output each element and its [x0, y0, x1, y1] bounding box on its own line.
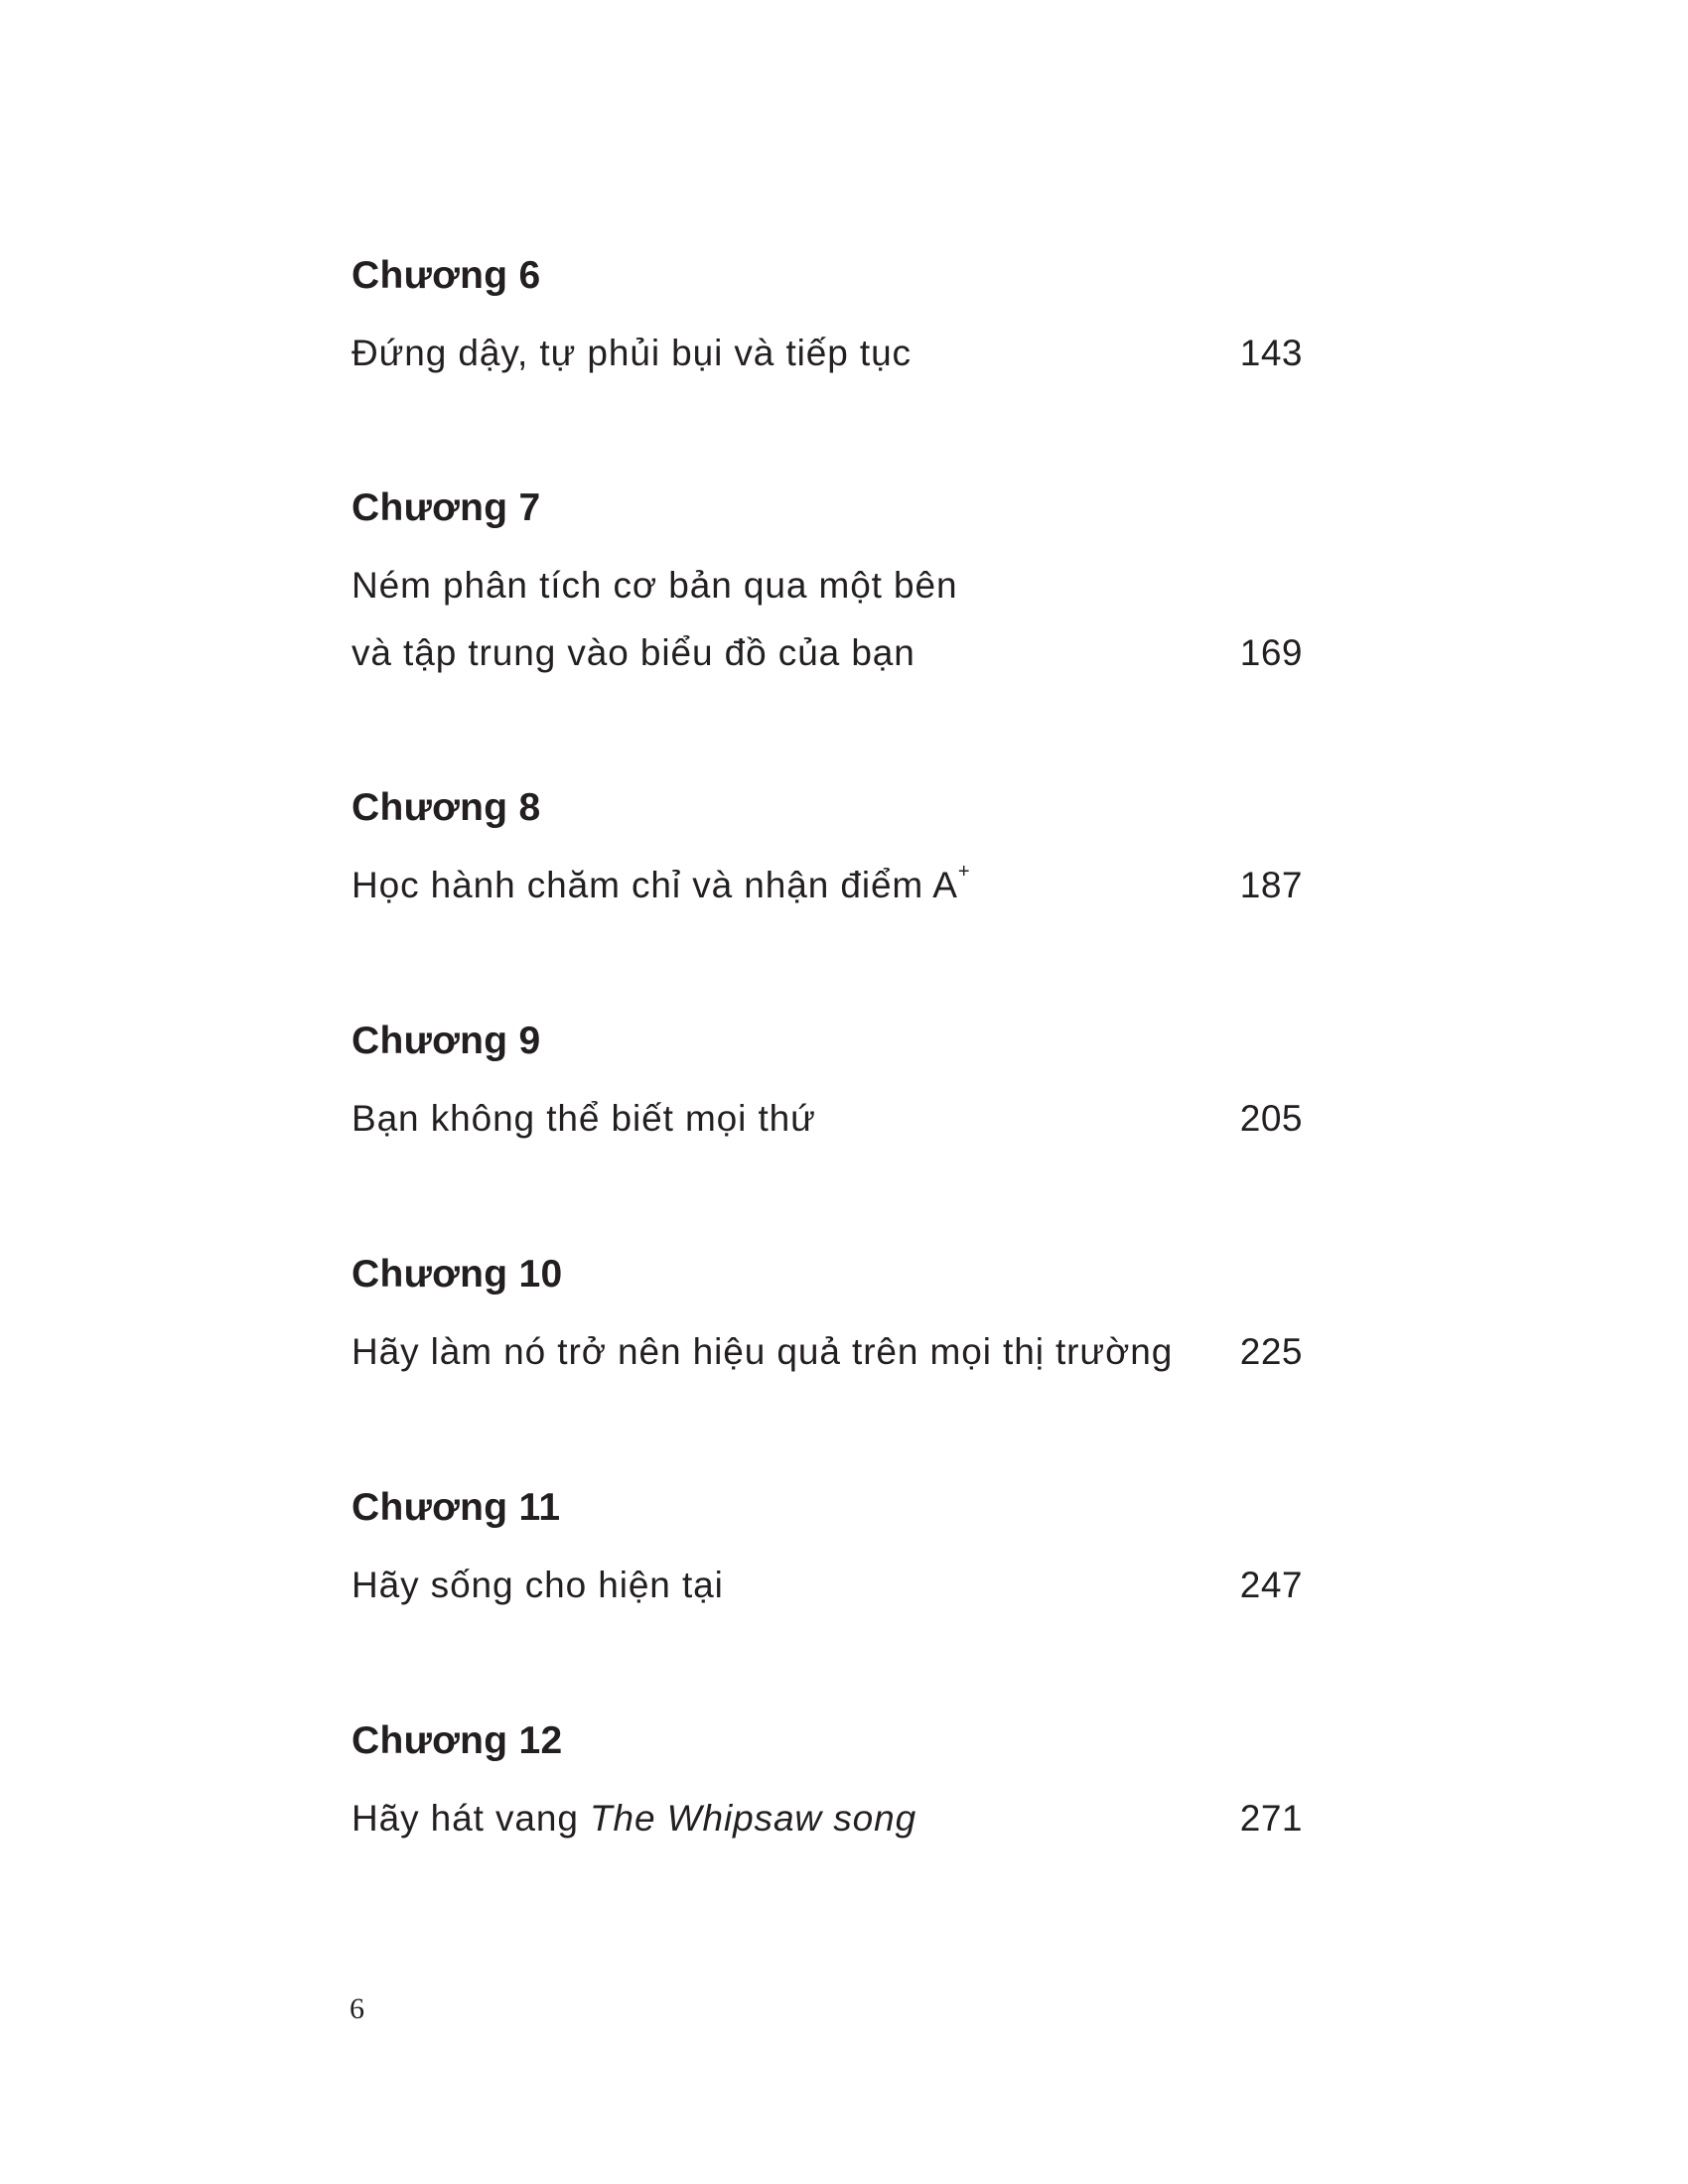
folio-page-number: 6: [350, 1992, 364, 2025]
page-number: 143: [1239, 333, 1303, 373]
chapter-title: Hãy sống cho hiện tại: [352, 1565, 724, 1605]
page-number: 247: [1239, 1565, 1303, 1605]
chapter-title-italic: The Whipsaw song: [590, 1798, 917, 1839]
chapter-heading: Chương 10: [352, 1253, 563, 1296]
chapter-title: Hãy làm nó trở nên hiệu quả trên mọi thị trường: [352, 1331, 1174, 1372]
chapter-heading: Chương 9: [352, 1020, 541, 1062]
chapter-heading: Chương 7: [352, 486, 541, 529]
chapter-title-text: Hãy hát vang: [352, 1798, 591, 1839]
chapter-title-line-2: và tập trung vào biểu đồ của bạn: [352, 632, 915, 673]
superscript-plus: +: [957, 861, 971, 883]
chapter-title: [352, 852, 970, 919]
toc-entry-chapter-12: [352, 1711, 1303, 1852]
toc-entry-chapter-8: [352, 778, 1303, 919]
toc-entry-chapter-10: [352, 1245, 1303, 1386]
chapter-heading: Chương 8: [352, 786, 541, 829]
toc-entry-chapter-9: [352, 1012, 1303, 1153]
chapter-title-text: Học hành chăm chỉ và nhận điểm A: [352, 865, 958, 905]
chapter-heading: Chương 6: [352, 254, 541, 297]
chapter-title: [352, 1785, 916, 1852]
page-number: 225: [1239, 1331, 1303, 1372]
chapter-title: Đứng dậy, tự phủi bụi và tiếp tục: [352, 333, 912, 373]
chapter-heading: Chương 11: [352, 1486, 561, 1529]
chapter-heading: Chương 12: [352, 1719, 563, 1762]
toc-entry-chapter-6: [352, 246, 1303, 387]
page-number: 271: [1239, 1798, 1303, 1839]
chapter-title-line-1: Ném phân tích cơ bản qua một bên: [352, 565, 958, 606]
toc-entry-chapter-11: [352, 1478, 1303, 1619]
toc-entry-chapter-7: [352, 478, 1303, 687]
page-number: 205: [1239, 1098, 1303, 1139]
chapter-title: Bạn không thể biết mọi thứ: [352, 1098, 816, 1139]
page-number: 187: [1239, 865, 1303, 905]
page-number: 169: [1239, 632, 1303, 673]
